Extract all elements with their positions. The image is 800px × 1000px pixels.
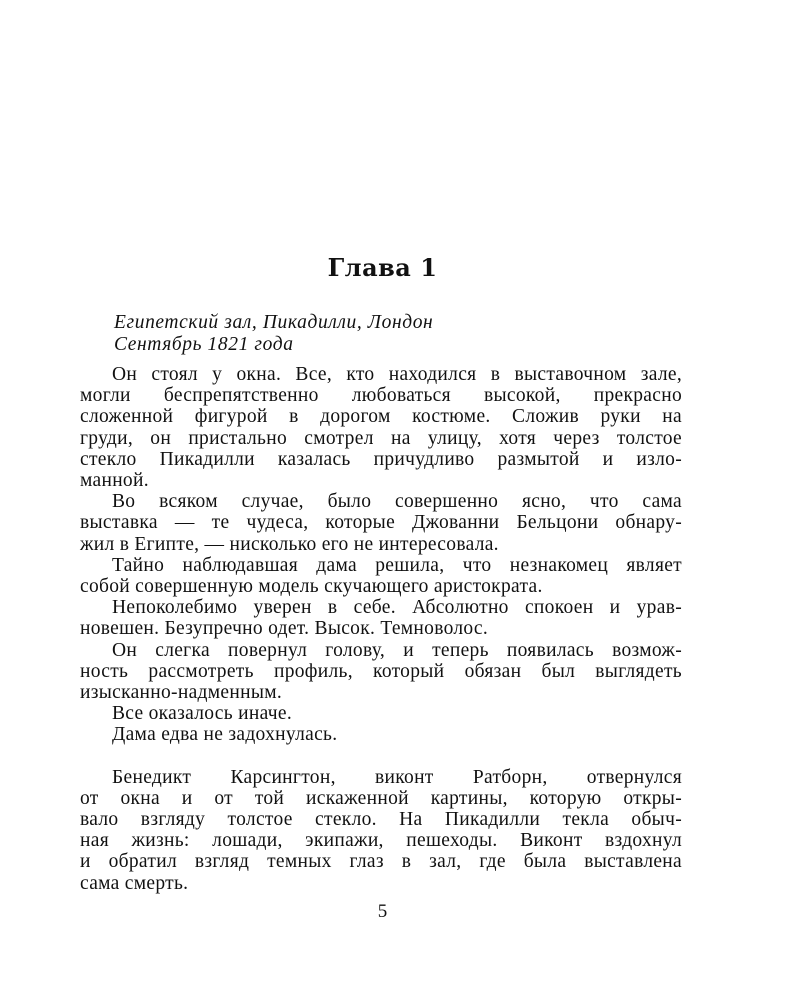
text-line: изысканно-надменным. <box>80 682 283 704</box>
text-line: Тайно наблюдавшая дама решила, что незнакомец являет <box>112 554 682 576</box>
text-line: Все оказалось иначе. <box>112 703 293 725</box>
text-line: ность рассмотреть профиль, который обязан был выглядеть <box>80 660 682 682</box>
text-line: стекло Пикадилли казалась причудливо размытой и изло- <box>80 448 682 470</box>
text-line: Непоколебимо уверен в себе. Абсолютно спокоен и урав- <box>112 597 682 619</box>
text-line: новешен. Безупречно одет. Высок. Темноволос. <box>80 618 489 640</box>
chapter-body <box>80 364 682 894</box>
text-line: могли беспрепятственно любоваться высокой, прекрасно <box>80 385 682 407</box>
text-line: манной. <box>80 470 149 492</box>
epigraph <box>114 312 433 356</box>
epigraph-place: Египетский зал, Пикадилли, Лондон <box>114 312 434 333</box>
text-line: жил в Египте, — нисколько его не интересовала. <box>80 533 499 555</box>
text-line: груди, он пристально смотрел на улицу, хотя через толстое <box>80 427 682 449</box>
text-line: вало взгляду толстое стекло. На Пикадилли текла обыч- <box>80 809 682 831</box>
text-line: сложенной фигурой в дорогом костюме. Сложив руки на <box>80 406 682 428</box>
text-line: сама смерть. <box>80 872 189 894</box>
text-line: Дама едва не задохнулась. <box>112 724 338 746</box>
text-line: ная жизнь: лошади, экипажи, пешеходы. Виконт вздохнул <box>80 830 682 852</box>
text-line: выставка — те чудеса, которые Джованни Бельцони обнару- <box>80 512 682 534</box>
page-number: 5 <box>377 901 388 922</box>
text-line: Бенедикт Карсингтон, виконт Ратборн, отвернулся <box>112 766 682 788</box>
text-line: собой совершенную модель скучающего аристократа. <box>80 576 543 598</box>
epigraph-date: Сентябрь 1821 года <box>114 334 294 355</box>
chapter-title: Глава 1 <box>327 253 438 282</box>
text-line: Он стоял у окна. Все, кто находился в выставочном зале, <box>112 364 682 385</box>
text-line: от окна и от той искаженной картины, которую откры- <box>80 787 682 809</box>
text-line: и обратил взгляд темных глаз в зал, где была выставлена <box>80 851 682 873</box>
scene-break <box>80 746 682 767</box>
text-line: Он слегка повернул голову, и теперь появилась возмож- <box>112 639 682 661</box>
text-line: Во всяком случае, было совершенно ясно, что сама <box>112 491 682 513</box>
